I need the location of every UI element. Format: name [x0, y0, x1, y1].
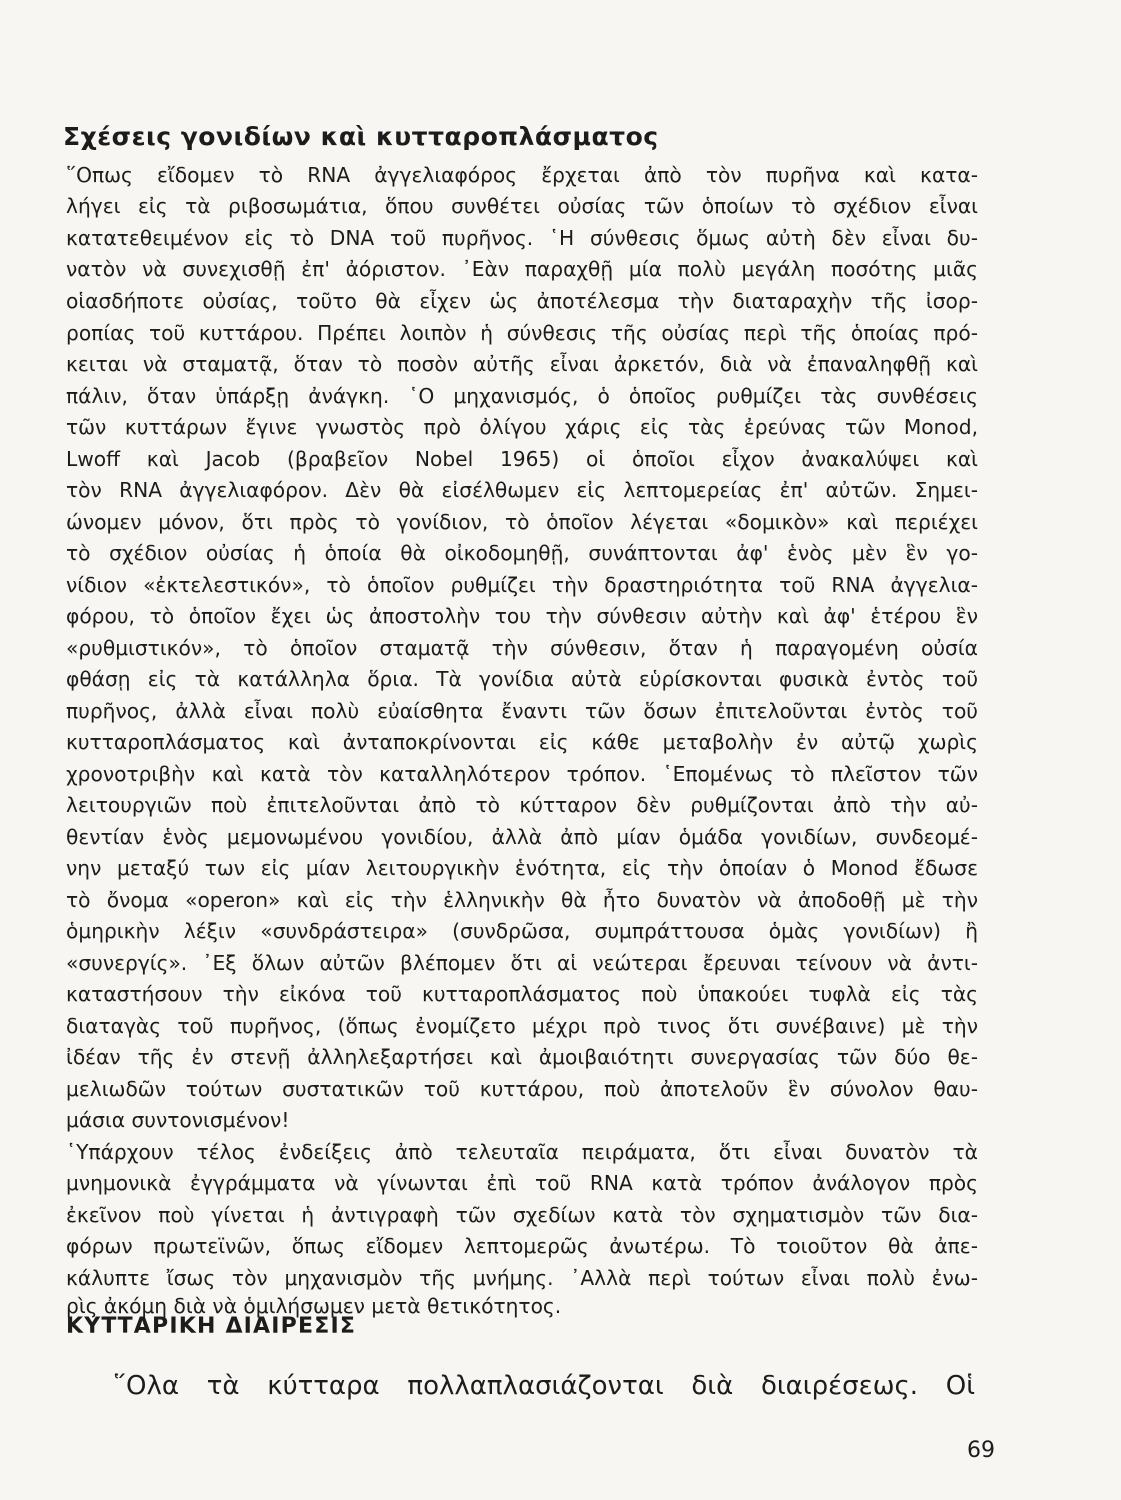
text-line: φθάσῃ εἰς τὰ κατάλληλα ὅρια. Τὰ γονίδια αὐτὰ εὑρίσκονται φυσικὰ ἐντὸς τοῦ [66, 667, 978, 691]
text-line: Lwoff καὶ Jacob (βραβεῖον Nobel 1965) οἱ ὁποῖοι εἶχον ἀνακαλύψει καὶ [66, 447, 978, 471]
text-line: μάσια συντονισμένον! [66, 1108, 290, 1132]
text-line: νατὸν νὰ συνεχισθῇ ἐπ' ἀόριστον. ᾿Εὰν παραχθῇ μία πολὺ μεγάλη ποσότης μιᾶς [66, 257, 978, 281]
section-title: Σχέσεις γονιδίων καὶ κυτταροπλάσματος [63, 122, 659, 151]
text-line: ῾Υπάρχουν τέλος ἐνδείξεις ἀπὸ τελευταῖα πειράματα, ὅτι εἶναι δυνατὸν τὰ [66, 1140, 978, 1164]
text-line: τῶν κυττάρων ἔγινε γνωστὸς πρὸ ὀλίγου χάρις εἰς τὰς ἐρεύνας τῶν Monod, [66, 415, 978, 439]
page-number: 69 [967, 1438, 995, 1463]
text-line: ῞Οπως εἴδομεν τὸ RNA ἀγγελιαφόρος ἔρχεται ἀπὸ τὸν πυρῆνα καὶ κατα- [66, 163, 978, 187]
text-line: νίδιον «ἐκτελεστικόν», τὸ ὁποῖον ρυθμίζει τὴν δραστηριότητα τοῦ RNA ἀγγελια- [66, 573, 978, 597]
text-line: ροπίας τοῦ κυττάρου. Πρέπει λοιπὸν ἡ σύνθεσις τῆς οὐσίας περὶ τῆς ὁποίας πρό- [66, 321, 978, 345]
text-line: λήγει εἰς τὰ ριβοσωμάτια, ὅπου συνθέτει οὐσίας τῶν ὁποίων τὸ σχέδιον εἶναι [66, 194, 978, 218]
text-line: καταστήσουν τὴν εἰκόνα τοῦ κυτταροπλάσματος ποὺ ὑπακούει τυφλὰ εἰς τὰς [66, 982, 978, 1006]
text-line: θεντίαν ἑνὸς μεμονωμένου γονιδίου, ἀλλὰ ἀπὸ μίαν ὁμάδα γονιδίων, συνδεομέ- [66, 825, 978, 849]
text-line: χρονοτριβὴν καὶ κατὰ τὸν καταλληλότερον τρόπον. ῾Επομένως τὸ πλεῖστον τῶν [66, 762, 978, 786]
text-line: ἐκεῖνον ποὺ γίνεται ἡ ἀντιγραφὴ τῶν σχεδίων κατὰ τὸν σχηματισμὸν τῶν δια- [66, 1203, 978, 1227]
text-line: κυτταροπλάσματος καὶ ἀνταποκρίνονται εἰς κάθε μεταβολὴν ἐν αὐτῷ χωρὶς [66, 730, 978, 754]
text-line: τὸ σχέδιον οὐσίας ἡ ὁποία θὰ οἰκοδομηθῇ, συνάπτονται ἀφ' ἑνὸς μὲν ἓν γο- [66, 541, 978, 565]
text-line: κειται νὰ σταματᾷ, ὅταν τὸ ποσὸν αὐτῆς εἶναι ἀρκετόν, διὰ νὰ ἐπαναληφθῇ καὶ [66, 352, 978, 376]
text-line: φόρων πρωτεϊνῶν, ὅπως εἴδομεν λεπτομερῶς ἀνωτέρω. Τὸ τοιοῦτον θὰ ἀπε- [66, 1234, 978, 1258]
text-line: ἰδέαν τῆς ἐν στενῇ ἀλληλεξαρτήσει καὶ ἀμοιβαιότητι συνεργασίας τῶν δύο θε- [66, 1045, 978, 1069]
text-line: μελιωδῶν τούτων συστατικῶν τοῦ κυττάρου, ποὺ ἀποτελοῦν ἓν σύνολον θαυ- [66, 1077, 978, 1101]
section-2-first-line: ῞Ολα τὰ κύτταρα πολλαπλασιάζονται διὰ διαιρέσεως. Οἱ [113, 1371, 975, 1401]
text-line: φόρου, τὸ ὁποῖον ἔχει ὡς ἀποστολὴν του τὴν σύνθεσιν αὐτὴν καὶ ἀφ' ἑτέρου ἓν [66, 604, 978, 628]
text-line: «συνεργίς». ᾿Εξ ὅλων αὐτῶν βλέπομεν ὅτι αἱ νεώτεραι ἔρευναι τείνουν νὰ ἀντι- [66, 951, 978, 975]
text-line: λειτουργιῶν ποὺ ἐπιτελοῦνται ἀπὸ τὸ κύτταρον δὲν ρυθμίζονται ἀπὸ τὴν αὐ- [66, 793, 978, 817]
text-line: κάλυπτε ἴσως τὸν μηχανισμὸν τῆς μνήμης. ᾿Αλλὰ περὶ τούτων εἶναι πολὺ ἐνω- [66, 1266, 978, 1290]
text-line: διαταγὰς τοῦ πυρῆνος, (ὅπως ἐνομίζετο μέχρι πρὸ τινος ὅτι συνέβαινε) μὲ τὴν [66, 1014, 978, 1038]
text-line: τὸ ὄνομα «operon» καὶ εἰς τὴν ἑλληνικὴν θὰ ἦτο δυνατὸν νὰ ἀποδοθῇ μὲ τὴν [66, 888, 978, 912]
text-line: μνημονικὰ ἐγγράμματα νὰ γίνωνται ἐπὶ τοῦ RNA κατὰ τρόπον ἀνάλογον πρὸς [66, 1171, 978, 1195]
text-line: ρὶς ἀκόμη διὰ νὰ ὁμιλήσωμεν μετὰ θετικότητος. [66, 1294, 562, 1318]
text-line: ώνομεν μόνον, ὅτι πρὸς τὸ γονίδιον, τὸ ὁποῖον λέγεται «δομικὸν» καὶ περιέχει [66, 510, 978, 534]
text-line: νην μεταξύ των εἰς μίαν λειτουργικὴν ἑνότητα, εἰς τὴν ὁποίαν ὁ Monod ἔδωσε [66, 856, 978, 880]
section-2-title: ΚΥΤΤΑΡΙΚΗ ΔΙΑΙΡΕΣΙΣ [66, 1314, 357, 1339]
text-line: οἱασδήποτε οὐσίας, τοῦτο θὰ εἶχεν ὡς ἀποτέλεσμα τὴν διαταραχὴν τῆς ἰσορ- [66, 289, 978, 313]
text-line: πάλιν, ὅταν ὑπάρξῃ ἀνάγκη. ῾Ο μηχανισμός, ὁ ὁποῖος ρυθμίζει τὰς συνθέσεις [66, 384, 978, 408]
text-line: «ρυθμιστικόν», τὸ ὁποῖον σταματᾷ τὴν σύνθεσιν, ὅταν ἡ παραγομένη οὐσία [66, 636, 978, 660]
text-line: πυρῆνος, ἀλλὰ εἶναι πολὺ εὐαίσθητα ἔναντι τῶν ὅσων ἐπιτελοῦνται ἐντὸς τοῦ [66, 699, 978, 723]
text-line: κατατεθειμένον εἰς τὸ DNA τοῦ πυρῆνος. ῾Η σύνθεσις ὅμως αὐτὴ δὲν εἶναι δυ- [66, 226, 978, 250]
text-line: τὸν RNA ἀγγελιαφόρον. Δὲν θὰ εἰσέλθωμεν εἰς λεπτομερείας ἐπ' αὐτῶν. Σημει- [66, 478, 978, 502]
text-line: ὁμηρικὴν λέξιν «συνδράστειρα» (συνδρῶσα, συμπράττουσα ὁμὰς γονιδίων) ἢ [66, 919, 978, 943]
